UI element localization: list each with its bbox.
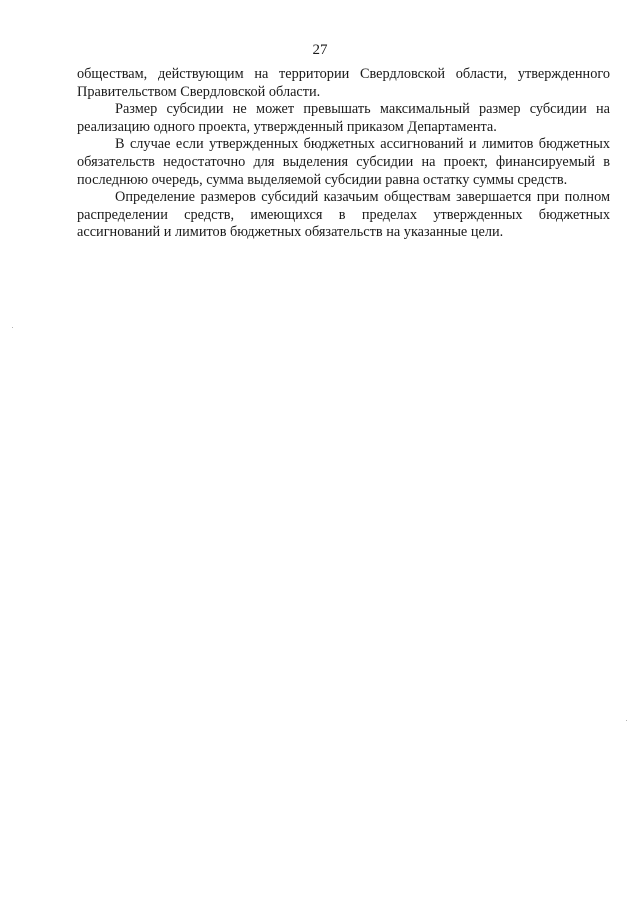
scan-speck: [12, 327, 13, 328]
paragraph-subsidy-limit: Размер субсидии не может превышать максимальный размер субсидии на реализацию одного проекта, утвержденный приказом Департамента.: [77, 101, 610, 135]
scan-speck: [626, 720, 627, 721]
page-number: 27: [312, 42, 328, 58]
paragraph-determination: Определение размеров субсидий казачьим обществам завершается при полном распределении средств, имеющихся в пределах утвержденных бюджетных ассигнований и лимитов бюджетных обязательств на указанные цели.: [77, 189, 610, 241]
paragraph-continued: обществам, действующим на территории Свердловской области, утвержденного Правительством Свердловской области.: [77, 66, 610, 100]
paragraph-insufficient-funds: В случае если утвержденных бюджетных ассигнований и лимитов бюджетных обязательств недостаточно для выделения субсидии на проект, финансируемый в последнюю очередь, сумма выделяемой субсидии равна остатку суммы средств.: [77, 136, 610, 188]
document-body: [77, 66, 610, 242]
